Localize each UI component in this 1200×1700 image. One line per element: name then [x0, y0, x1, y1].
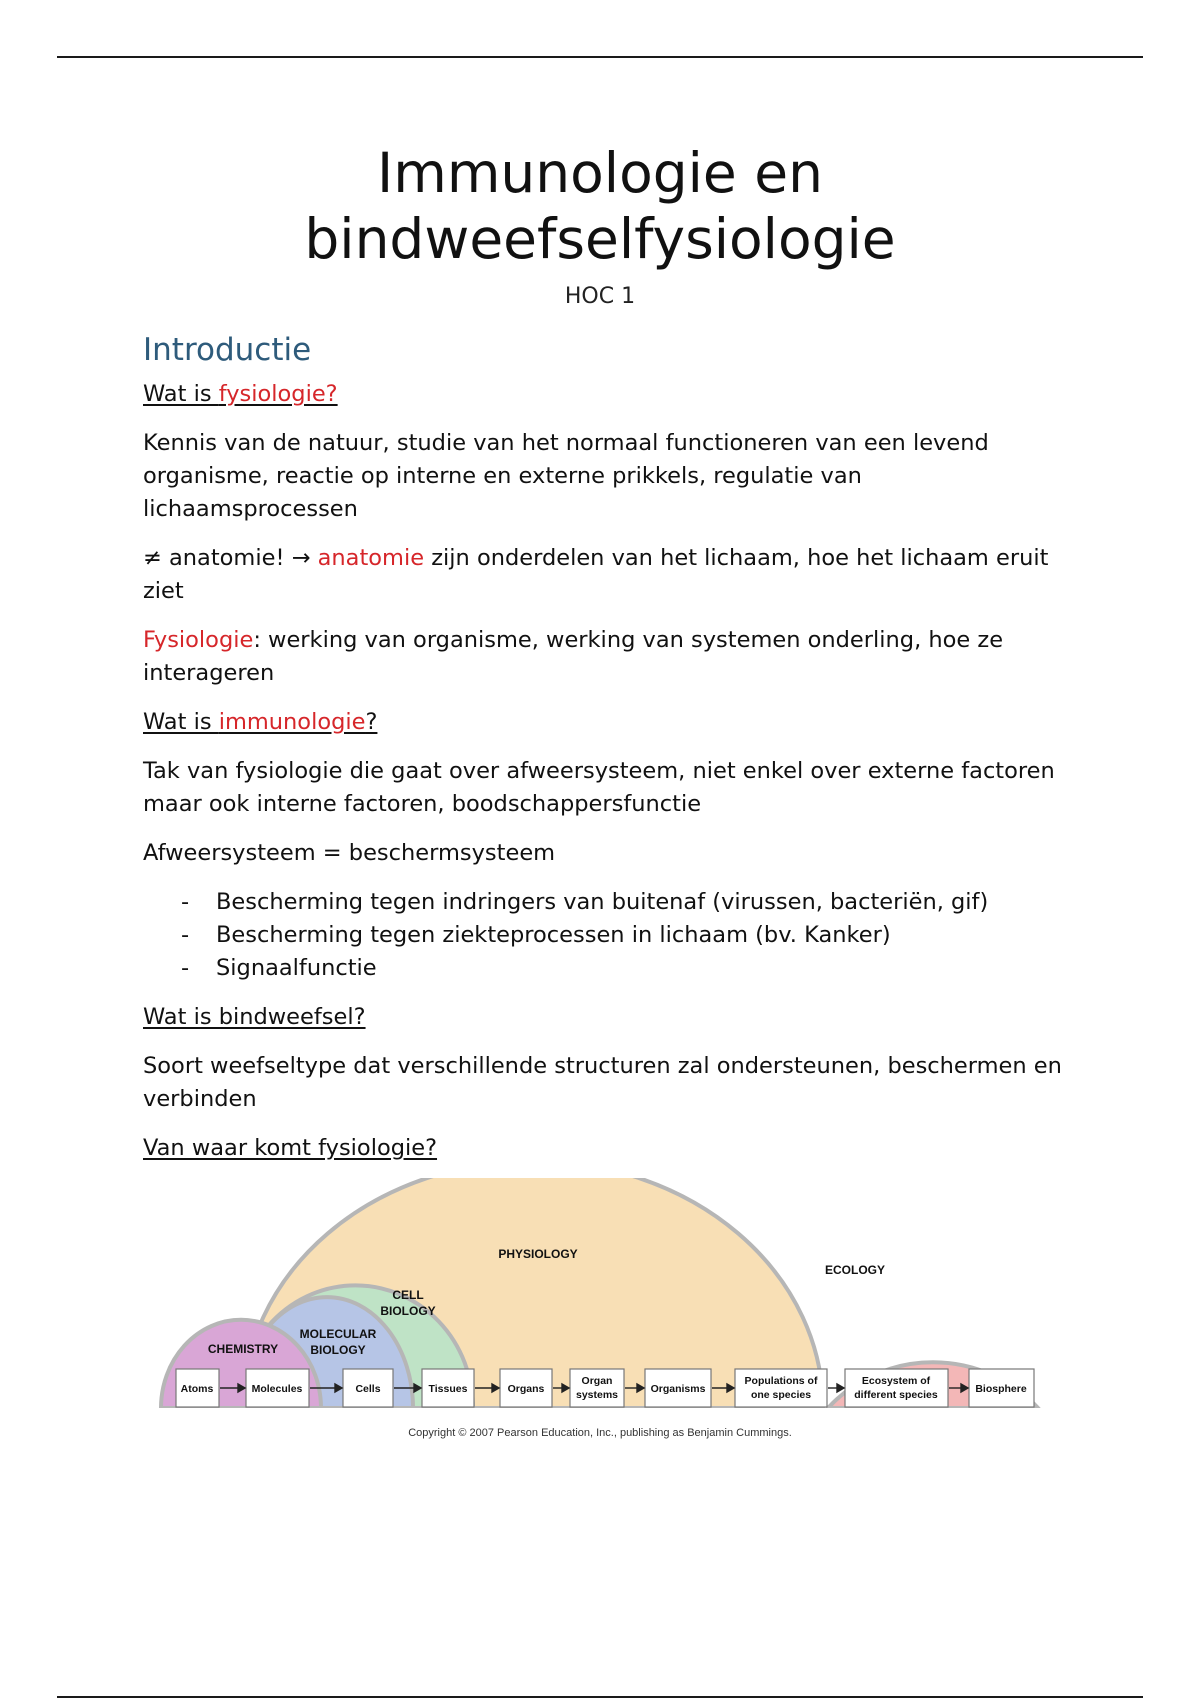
paragraph-anatomie: [143, 542, 1063, 608]
level-organisms: Organisms: [650, 1383, 706, 1395]
label-ecology: ECOLOGY: [824, 1263, 886, 1277]
level-molecules: Molecules: [251, 1383, 303, 1395]
section-heading: Introductie: [143, 332, 312, 368]
header-rule: [57, 56, 1143, 58]
label-molecular-2: BIOLOGY: [310, 1343, 366, 1357]
list-item-text: Signaalfunctie: [216, 955, 377, 981]
list-dash: -: [181, 922, 190, 948]
label-molecular-1: MOLECULAR: [299, 1327, 377, 1341]
figure-svg: [143, 1178, 1058, 1443]
level-ecosystem-2: different species: [854, 1389, 938, 1401]
anatomie-text: zijn onderdelen van het lichaam, hoe het lichaam eruit ziet: [143, 545, 1049, 604]
label-cell-1: CELL: [392, 1288, 424, 1302]
list-dash: -: [181, 889, 190, 915]
question-origin: Van waar komt fysiologie?: [143, 1135, 438, 1161]
paragraph-bindweefsel: Soort weefseltype dat verschillende structuren zal ondersteunen, beschermen en verbinden: [143, 1053, 1062, 1112]
level-cells: Cells: [355, 1383, 381, 1395]
list-item: [143, 919, 1063, 952]
question-suffix: ?: [365, 709, 378, 735]
footer-rule: [57, 1696, 1143, 1698]
anatomie-prefix: ≠ anatomie! →: [143, 545, 318, 571]
list-item-text: Bescherming tegen ziekteprocessen in lichaam (bv. Kanker): [216, 922, 891, 948]
question-bindweefsel: Wat is bindweefsel?: [143, 1004, 366, 1030]
question-fysiologie: [143, 378, 1063, 411]
label-cell-2: BIOLOGY: [380, 1304, 436, 1318]
level-organs: Organs: [507, 1383, 545, 1395]
fysiologie-text: : werking van organisme, werking van systemen onderling, hoe ze interageren: [143, 627, 1004, 686]
list-item: [143, 952, 1063, 985]
term-fysiologie-def: Fysiologie: [143, 627, 254, 653]
question-prefix: Wat is: [143, 709, 219, 735]
level-populations-1: Populations of: [744, 1375, 818, 1387]
paragraph-fysiologie: [143, 624, 1063, 690]
term-anatomie: anatomie: [317, 545, 425, 571]
arrow-head: [837, 1384, 844, 1392]
level-atoms: Atoms: [180, 1383, 214, 1395]
label-chemistry: CHEMISTRY: [207, 1342, 279, 1356]
level-organ-systems-2: systems: [575, 1389, 619, 1401]
document-body: [143, 328, 1063, 1181]
list-item-text: Bescherming tegen indringers van buitenaf (virussen, bacteriën, gif): [216, 889, 989, 915]
question-immunologie: [143, 706, 1063, 739]
list-item: [143, 886, 1063, 919]
level-organ-systems-1: Organ: [581, 1375, 613, 1387]
term-fysiologie: fysiologie?: [218, 381, 338, 407]
paragraph-afweersysteem: Afweersysteem = beschermsysteem: [143, 840, 556, 866]
title-line-1: Immunologie en: [377, 141, 823, 205]
paragraph-tak: Tak van fysiologie die gaat over afweersysteem, niet enkel over externe factoren maar ook interne factoren, boodschappersfunctie: [143, 758, 1055, 817]
document-subtitle: HOC 1: [564, 284, 636, 309]
label-physiology: PHYSIOLOGY: [498, 1247, 578, 1261]
document-title: [0, 140, 1200, 272]
figure-copyright: Copyright © 2007 Pearson Education, Inc., publishing as Benjamin Cummings.: [408, 1427, 792, 1439]
bullet-list: [143, 886, 1063, 985]
term-immunologie: immunologie: [218, 709, 366, 735]
biology-levels-figure: [143, 1178, 1058, 1443]
level-ecosystem-1: Ecosystem of: [861, 1375, 931, 1387]
title-line-2: bindweefselfysiologie: [304, 207, 896, 271]
question-prefix: Wat is: [143, 381, 219, 407]
level-biosphere: Biosphere: [975, 1383, 1027, 1395]
paragraph-kennis: Kennis van de natuur, studie van het normaal functioneren van een levend organisme, reactie op interne en externe prikkels, regulatie van lichaamsprocessen: [143, 430, 989, 522]
level-tissues: Tissues: [428, 1383, 468, 1395]
level-populations-2: one species: [750, 1389, 812, 1401]
list-dash: -: [181, 955, 190, 981]
